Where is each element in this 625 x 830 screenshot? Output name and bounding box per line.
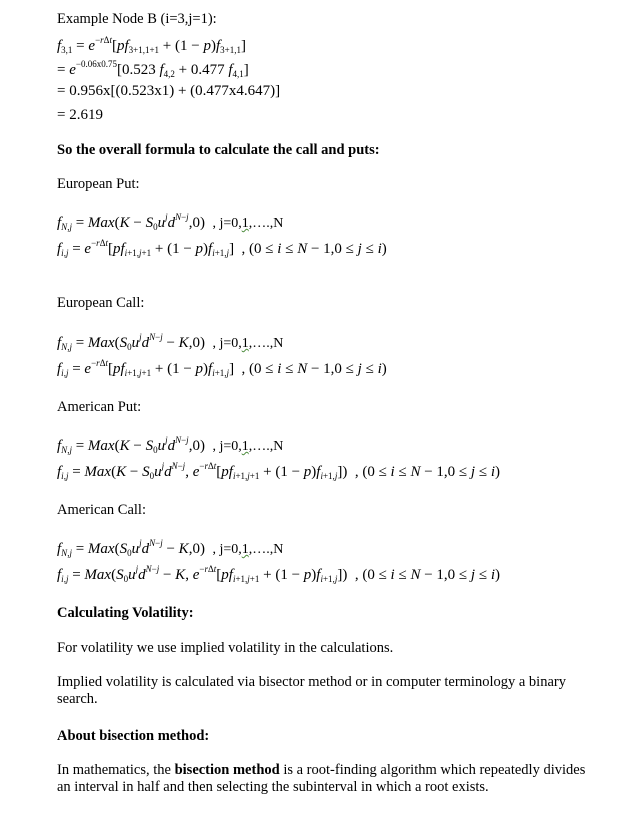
european-put-payoff: $f_{N,j} = Max(K - S_0u^jd^{N-j},0)$ , j=0,1,….,N bbox=[57, 212, 284, 232]
node-formula-line-2: = $e^{-0.06x0.75}[0.523$ $f_{4,2} + 0.477$ $f_{4,1}$] bbox=[57, 59, 249, 79]
american-put-recursion: $f_{i,j} = Max(K - S_0u^jd^{N-j}$, $e^{-r\Delta t}[pf_{i+1,j+1} + (1 - p)f_{i+1,j}]$) , (0 ≤ i ≤ N − 1,0 ≤ j ≤ i) bbox=[57, 461, 500, 481]
node-formula-line-1: $f_{3,1} = e^{-r\Delta t}[pf_{3+1,1+1} + (1 - p)f_{3+1,1}]$ bbox=[57, 35, 246, 55]
node-formula-p: 0.523 bbox=[121, 62, 156, 78]
volatility-paragraph-1: For volatility we use implied volatility in the calculations. bbox=[57, 640, 394, 656]
bisection-paragraph bbox=[57, 762, 602, 796]
bisection-text-pre: In mathematics, the bbox=[57, 762, 171, 778]
american-put-payoff: $f_{N,j} = Max(K - S_0u^jd^{N-j},0)$ , j=0,1,….,N bbox=[57, 435, 284, 455]
node-formula-line-4: = 2.619 bbox=[57, 107, 103, 123]
american-call-recursion: $f_{i,j} = Max(S_0u^jd^{N-j} - K$, $e^{-r\Delta t}[pf_{i+1,j+1} + (1 - p)f_{i+1,j}]$) , (0 ≤ i ≤ N − 1,0 ≤ j ≤ i) bbox=[57, 564, 500, 584]
european-call-payoff: $f_{N,j} = Max(S_0u^jd^{N-j} - K,0)$ , j=0,1,….,N bbox=[57, 332, 284, 352]
node-formula-exponent: 0.06x0.75 bbox=[80, 59, 117, 69]
european-put-recursion: $f_{i,j} = e^{-r\Delta t}[pf_{i+1,j+1} + (1 - p)f_{i+1,j}]$ , (0 ≤ i ≤ N − 1,0 ≤ j ≤ i) bbox=[57, 238, 387, 258]
european-put-label: European Put: bbox=[57, 176, 140, 192]
overall-formula-heading: So the overall formula to calculate the call and puts: bbox=[57, 142, 380, 158]
american-call-label: American Call: bbox=[57, 502, 146, 518]
bisection-text-bold: bisection method bbox=[174, 762, 280, 778]
node-example-title: Example Node B (i=3,j=1): bbox=[57, 11, 217, 27]
volatility-paragraph-2: Implied volatility is calculated via bisector method or in computer terminology a binary search. bbox=[57, 674, 566, 707]
node-formula-q: 0.477 bbox=[190, 62, 225, 78]
volatility-heading: Calculating Volatility: bbox=[57, 605, 194, 621]
european-call-label: European Call: bbox=[57, 295, 145, 311]
american-put-label: American Put: bbox=[57, 399, 142, 415]
american-call-payoff: $f_{N,j} = Max(S_0u^jd^{N-j} - K,0)$ , j=0,1,….,N bbox=[57, 538, 284, 558]
bisection-text-post: is a root-finding algorithm which repeatedly divides an interval in half and then selecting the subinterval in which a root exists. bbox=[57, 762, 586, 795]
european-call-recursion: $f_{i,j} = e^{-r\Delta t}[pf_{i+1,j+1} + (1 - p)f_{i+1,j}]$ , (0 ≤ i ≤ N − 1,0 ≤ j ≤ i) bbox=[57, 358, 387, 378]
node-formula-line-3: = 0.956x[(0.523x1) + (0.477x4.647)] bbox=[57, 83, 281, 99]
bisection-heading: About bisection method: bbox=[57, 728, 210, 744]
